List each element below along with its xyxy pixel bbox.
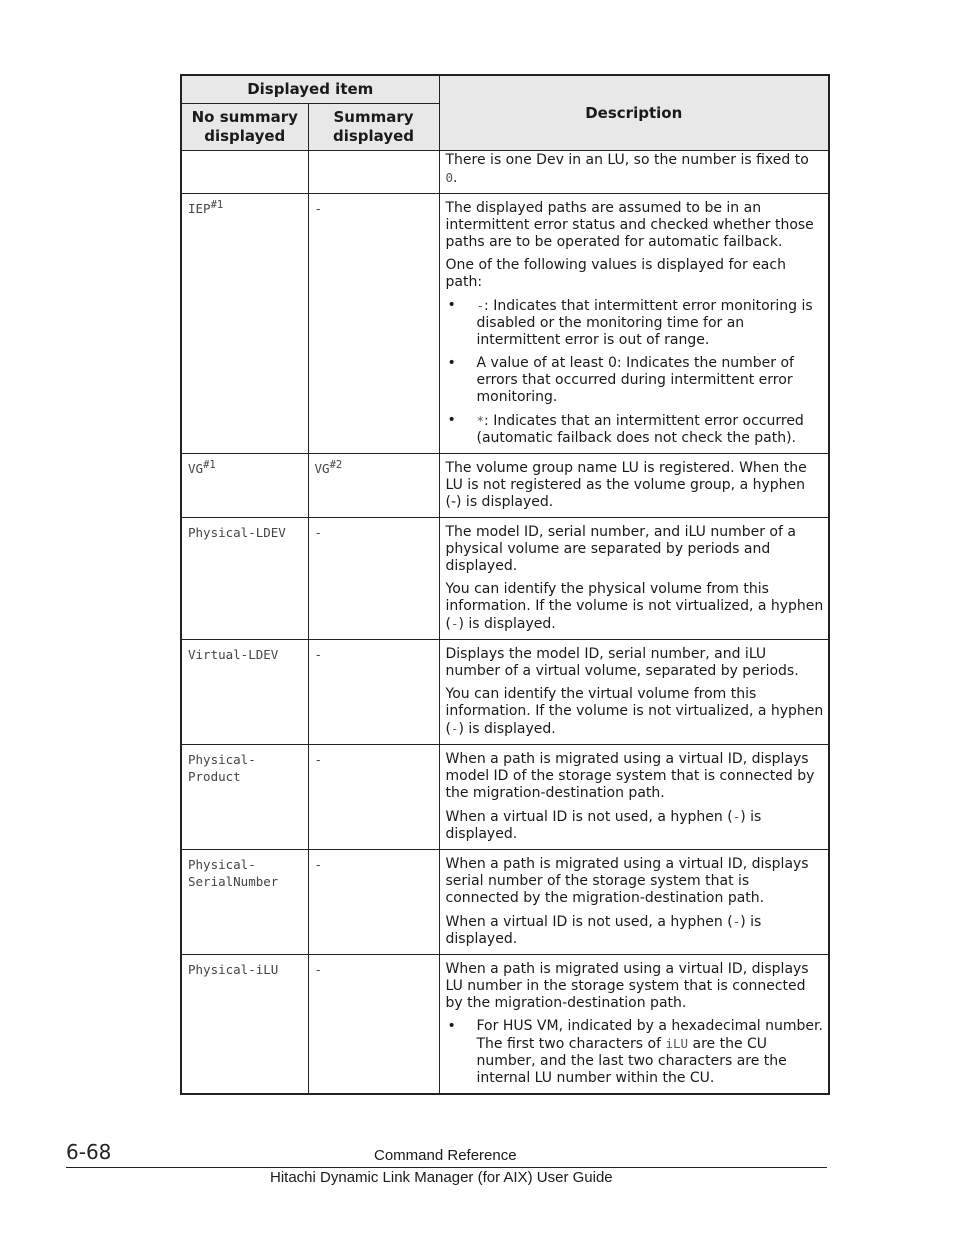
code-text: - [450, 616, 459, 631]
text-segment: : Indicates that intermittent error monitoring is disabled or the monitoring time for an intermittent error is out of range. [476, 298, 813, 348]
code-text: - [732, 809, 741, 824]
footer-chapter-title: Command Reference [374, 1147, 517, 1164]
description-paragraph [446, 913, 825, 948]
description-paragraph [446, 646, 825, 680]
text-segment: You can identify the virtual volume from this information. If the volume is not virtualized, a hyphen ( [445, 686, 824, 737]
bullet-item [446, 355, 825, 406]
text-segment: One of the following values is displayed for each path: [445, 257, 786, 290]
description-paragraph [446, 808, 825, 843]
description-cell [439, 151, 829, 194]
no-summary-cell [181, 955, 308, 1095]
no-summary-cell [181, 850, 308, 955]
bullet-dot: • [447, 412, 456, 428]
summary-header: Summary displayed [308, 104, 439, 151]
no-summary-cell [181, 454, 308, 518]
text-segment: There is one Dev in an LU, so the number is fixed to [445, 152, 809, 168]
code-text: - [450, 721, 459, 736]
footnote-ref: #1 [203, 458, 216, 471]
item-name: Physical-LDEV [188, 525, 286, 540]
no-summary-header: No summary displayed [181, 104, 308, 151]
no-summary-cell [181, 518, 308, 640]
bullet-dot: • [447, 297, 456, 313]
description-cell [439, 194, 829, 454]
bullet-item [446, 412, 825, 447]
text-segment: When a path is migrated using a virtual ID, displays model ID of the storage system that is connected by the migration-destination path. [445, 751, 815, 801]
text-segment: are the CU number, and the last two characters are the internal LU number within the CU. [476, 1036, 787, 1086]
text-segment: You can identify the physical volume from this information. If the volume is not virtualized, a hyphen ( [445, 581, 824, 632]
no-summary-cell [181, 745, 308, 850]
description-cell [439, 955, 829, 1095]
code-text: - [476, 298, 485, 313]
table-header [181, 75, 829, 151]
table-row [181, 518, 829, 640]
description-paragraph [446, 961, 825, 1012]
footnote-ref: #1 [210, 198, 224, 211]
code-text: * [476, 413, 485, 428]
item-name: VG [188, 461, 204, 476]
summary-cell [308, 194, 439, 454]
item-name: - [314, 525, 323, 540]
description-paragraph [446, 152, 825, 187]
item-name: Physical-iLU [188, 962, 279, 977]
text-segment: The volume group name LU is registered. When the LU is not registered as the volume group, a hyphen (-) is displayed. [445, 460, 807, 510]
description-cell [439, 454, 829, 518]
item-name: Physical-Product [188, 752, 256, 784]
description-paragraph [446, 856, 825, 907]
table-row [181, 640, 829, 745]
description-paragraph [446, 524, 825, 575]
table-row [181, 194, 829, 454]
description-cell [439, 850, 829, 955]
item-name: IEP [188, 201, 211, 216]
description-cell [439, 518, 829, 640]
no-summary-cell [181, 151, 308, 194]
displayed-item-header: Displayed item [181, 75, 439, 104]
summary-cell [308, 850, 439, 955]
summary-cell [308, 518, 439, 640]
text-segment: ) is displayed. [458, 721, 556, 737]
text-segment: The model ID, serial number, and iLU number of a physical volume are separated by periods and displayed. [445, 524, 796, 574]
item-name: - [314, 962, 323, 977]
summary-cell [308, 151, 439, 194]
text-segment: The displayed paths are assumed to be in an intermittent error status and checked whether those paths are to be operated for automatic failback. [445, 200, 814, 250]
text-segment: ) is displayed. [445, 914, 762, 947]
table-row [181, 955, 829, 1095]
table-row [181, 745, 829, 850]
command-reference-table [180, 74, 830, 1095]
item-name: VG [314, 461, 330, 476]
description-paragraph [446, 460, 825, 511]
item-name: - [314, 647, 323, 662]
item-name: - [314, 857, 323, 872]
no-summary-cell [181, 194, 308, 454]
footer-book-title: Hitachi Dynamic Link Manager (for AIX) User Guide [270, 1169, 613, 1186]
text-segment: When a path is migrated using a virtual ID, displays LU number in the storage system that is connected by the migration-destination path. [445, 961, 809, 1011]
bullet-item [446, 1018, 825, 1087]
description-cell [439, 640, 829, 745]
footnote-ref: #2 [329, 458, 343, 471]
text-segment: . [453, 170, 458, 186]
header-row-1 [181, 75, 829, 104]
table-body [181, 151, 829, 1095]
description-header: Description [439, 75, 829, 151]
description-paragraph [446, 581, 825, 633]
text-segment: : Indicates that an intermittent error occurred (automatic failback does not check the path). [476, 413, 804, 446]
summary-cell [308, 745, 439, 850]
bullet-dot: • [447, 355, 456, 371]
item-name: Physical-SerialNumber [188, 857, 279, 889]
table-row [181, 454, 829, 518]
bullet-item [446, 297, 825, 349]
text-segment: When a virtual ID is not used, a hyphen ( [445, 914, 733, 930]
no-summary-cell [181, 640, 308, 745]
summary-cell [308, 640, 439, 745]
code-text: - [732, 914, 741, 929]
description-cell [439, 745, 829, 850]
page-number: 6-68 [66, 1140, 112, 1164]
text-segment: A value of at least 0: Indicates the number of errors that occurred during intermittent error monitoring. [476, 355, 794, 405]
item-name: - [314, 201, 323, 216]
bullet-list [446, 297, 825, 447]
summary-cell [308, 955, 439, 1095]
code-text: iLU [665, 1036, 689, 1051]
table-row [181, 850, 829, 955]
item-name: - [314, 752, 323, 767]
description-paragraph [446, 686, 825, 738]
description-paragraph [446, 257, 825, 291]
item-name: Virtual-LDEV [188, 647, 279, 662]
text-segment: ) is displayed. [445, 809, 762, 842]
description-paragraph [446, 751, 825, 802]
table-row [181, 151, 829, 194]
text-segment: When a path is migrated using a virtual ID, displays serial number of the storage system that is connected by the migration-destination path. [445, 856, 809, 906]
text-segment: Displays the model ID, serial number, and iLU number of a virtual volume, separated by periods. [445, 646, 799, 679]
bullet-dot: • [447, 1018, 456, 1034]
bullet-list [446, 1018, 825, 1087]
footer-divider [66, 1167, 827, 1168]
text-segment: When a virtual ID is not used, a hyphen ( [445, 809, 733, 825]
text-segment: ) is displayed. [458, 616, 556, 632]
summary-cell [308, 454, 439, 518]
description-paragraph [446, 200, 825, 251]
code-text: 0 [445, 170, 454, 185]
text-segment: For HUS VM, indicated by a hexadecimal number. The first two characters of [476, 1018, 823, 1052]
